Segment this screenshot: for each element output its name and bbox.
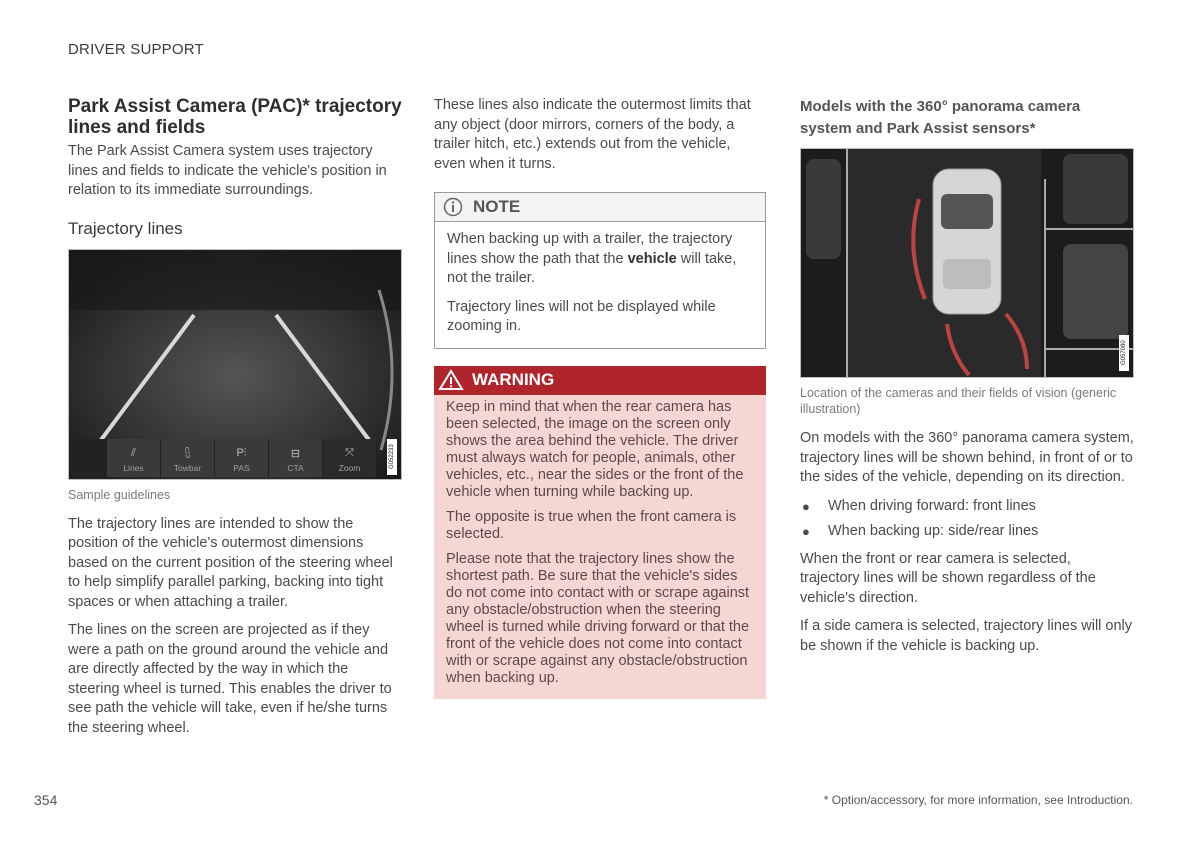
pas-icon: P⫶ [236,446,247,459]
figure-code: G057080 [1119,335,1129,371]
cta-button: ⊟ CTA [269,439,323,477]
note-paragraph: When backing up with a trailer, the trajectory lines show the path that the vehicle will take, not the trailer. [447,231,737,286]
warning-paragraph: The opposite is true when the front camera is selected. [446,508,737,542]
warning-paragraph: Keep in mind that when the rear camera has been selected, the image on the screen only shows the area behind the vehicle. The driver must always watch for people, animals, other vehicles, etc., near the sides or the front of the vehicle when turning while backing up. [446,398,744,500]
list-item: ● When driving forward: front lines [800,497,1134,517]
zoom-button: ⤧ Zoom [323,439,377,477]
towbar-icon: ⩉ [185,446,190,459]
note-box [434,192,766,349]
column-3 [800,96,1134,665]
bullet-icon: ● [802,524,810,539]
note-paragraph: Trajectory lines will not be displayed while zooming in. [447,298,716,334]
warning-icon [438,369,464,391]
panorama-heading: Models with the 360° panorama camera system and Park Assist sensors* [800,98,1081,137]
warning-box [434,366,766,699]
section-title: Park Assist Camera (PAC)* trajectory lines and fields [68,96,402,138]
page-number: 354 [34,792,58,808]
lines-icon: ⫽ [131,446,136,459]
direction-list [800,497,1134,542]
note-title: NOTE [473,197,521,216]
column-1 [68,96,402,747]
lines-button: ⫽ Lines [107,439,161,477]
bullet-icon: ● [802,498,810,514]
figure-caption: Location of the cameras and their fields of vision (generic illustration) [800,386,1117,416]
figure-code: G052233 [387,439,397,475]
info-icon [443,197,463,217]
panorama-camera-illustration [800,148,1134,378]
intro-paragraph: The Park Assist Camera system uses trajectory lines and fields to indicate the vehicle's position in relation to its immediate surroundings. [68,143,387,198]
zoom-icon: ⤧ [345,446,354,459]
towbar-button: ⩉ Towbar [161,439,215,477]
paragraph: On models with the 360° panorama camera system, trajectory lines will be shown behind, in front of or to the sides of the vehicle, depending on its direction. [800,430,1134,485]
cta-icon: ⊟ [290,447,301,460]
camera-guidelines-illustration [68,249,402,480]
note-header [435,193,765,222]
footnote: * Option/accessory, for more information, see Introduction. [823,793,1133,807]
trajectory-lines-heading: Trajectory lines [68,218,183,238]
paragraph: The trajectory lines are intended to show the position of the vehicle's outermost dimensions based on the current position of the steering wheel to help simplify parallel parking, backing into tight spaces or when attaching a trailer. [68,515,393,610]
warning-header [434,366,766,395]
figure-caption: Sample guidelines [68,487,171,502]
warning-title: WARNING [472,370,555,389]
paragraph: When the front or rear camera is selected, trajectory lines will be shown regardless of the vehicle's direction. [800,550,1096,606]
paragraph: These lines also indicate the outermost limits that any object (door mirrors, corners of the body, a trailer hitch, etc.) extends out from the vehicle, even when it turns. [434,97,751,172]
camera-button-bar [107,439,377,477]
pas-button: P⫶ PAS [215,439,269,477]
column-2 [434,96,766,699]
warning-body [434,395,766,699]
warning-paragraph: Please note that the trajectory lines show the shortest path. Be sure that the vehicle's sides do not come into contact with or scrape against any obstacle/obstruction when the steering wheel is turned while driving forward or that the front of the vehicle does not come into contact with or scrape against any obstacle/obstruction when backing up. [446,550,750,686]
section-header: DRIVER SUPPORT [68,41,204,58]
paragraph: If a side camera is selected, trajectory lines will only be shown if the vehicle is backing up. [800,618,1133,654]
list-item: ● When backing up: side/rear lines [800,522,1134,542]
top-view-graphic [801,149,1133,377]
note-body [435,222,765,348]
paragraph: The lines on the screen are projected as if they were a path on the ground around the vehicle and are directly affected by the way in which the steering wheel is turned. This enables the driver to see path the vehicle will take, even if he/she turns the steering wheel. [68,622,392,736]
